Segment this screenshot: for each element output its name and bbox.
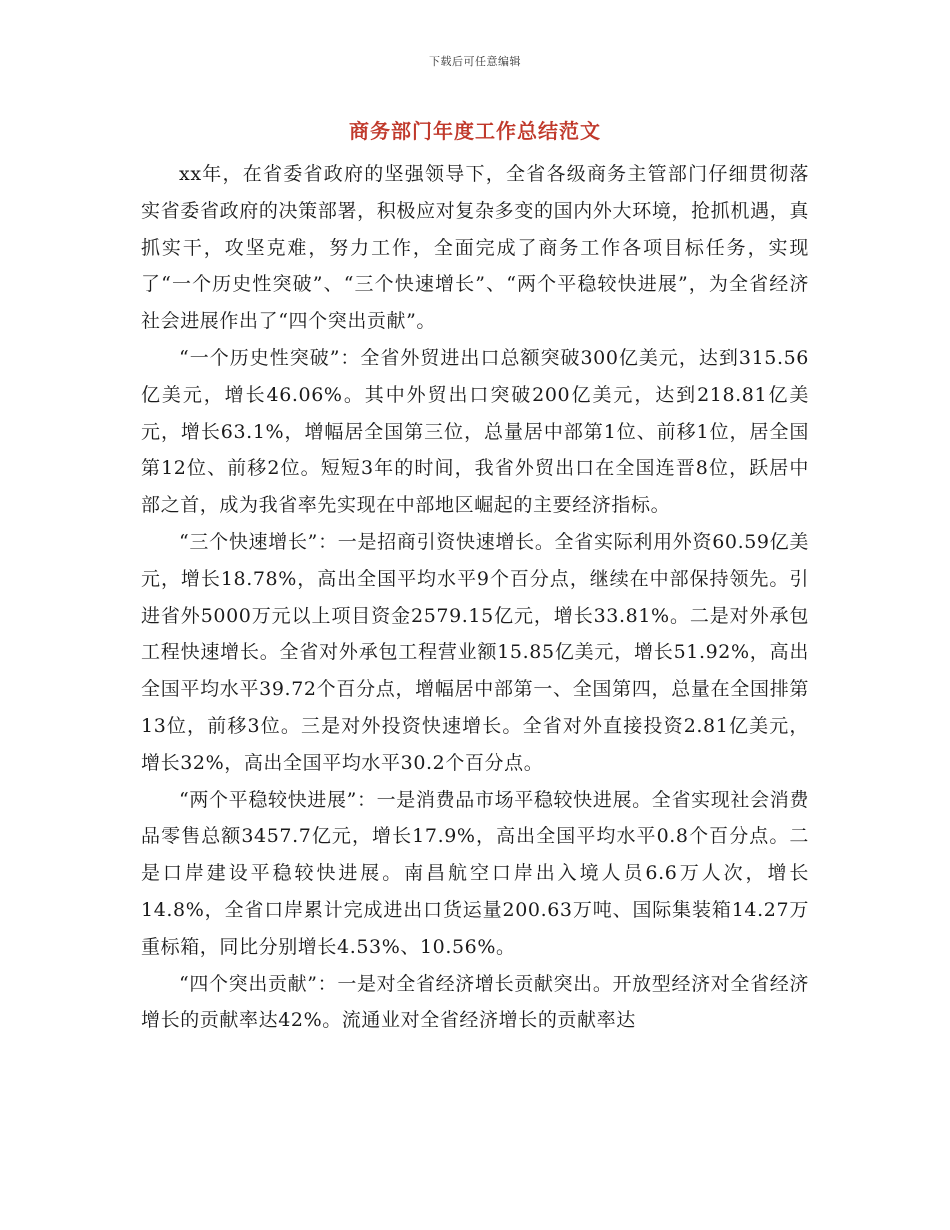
document-title: 商务部门年度工作总结范文 [349, 119, 601, 143]
steady-progress-paragraph: “两个平稳较快进展”：一是消费品市场平稳较快进展。全省实现社会消费品零售总额3457.7亿元，增长17.9%，高出全国平均水平0.8个百分点。二是口岸建设平稳较快进展。南昌航空口岸出入境人员6.6万人次，增长14.8%，全省口岸累计完成进出口货运量200.63万吨、国际集装箱14.27万重标箱，同比分别增长4.53%、10.56%。 [141, 788, 809, 958]
breakthrough-paragraph: “一个历史性突破”：全省外贸进出口总额突破300亿美元，达到315.56亿美元，增长46.06%。其中外贸出口突破200亿美元，达到218.81亿美元，增长63.1%，增幅居全国第三位，总量居中部第1位、前移1位，居全国第12位、前移2位。短短3年的时间，我省外贸出口在全国连晋8位，跃居中部之首，成为我省率先实现在中部地区崛起的主要经济指标。 [141, 346, 809, 517]
growth-paragraph: “三个快速增长”：一是招商引资快速增长。全省实际利用外资60.59亿美元，增长18.78%，高出全国平均水平9个百分点，继续在中部保持领先。引进省外5000万元以上项目资金2579.15亿元，增长33.81%。二是对外承包工程快速增长。全省对外承包工程营业额15.85亿美元，增长51.92%，高出全国平均水平39.72个百分点，增幅居中部第一、全国第四，总量在全国排第13位，前移3位。三是对外投资快速增长。全省对外直接投资2.81亿美元，增长32%，高出全国平均水平30.2个百分点。 [141, 530, 809, 774]
header-note: 下载后可任意编辑 [429, 55, 521, 68]
intro-paragraph: xx年，在省委省政府的坚强领导下，全省各级商务主管部门仔细贯彻落实省委省政府的决策部署，积极应对复杂多变的国内外大环境，抢抓机遇，真抓实干，攻坚克难，努力工作，全面完成了商务工作各项目标任务，实现了“一个历史性突破”、“三个快速增长”、“两个平稳较快进展”，为全省经济社会进展作出了“四个突出贡献”。 [141, 163, 809, 333]
contribution-paragraph: “四个突出贡献”：一是对全省经济增长贡献突出。开放型经济对全省经济增长的贡献率达42%。流通业对全省经济增长的贡献率达 [141, 972, 809, 1032]
document-body [141, 156, 809, 1039]
